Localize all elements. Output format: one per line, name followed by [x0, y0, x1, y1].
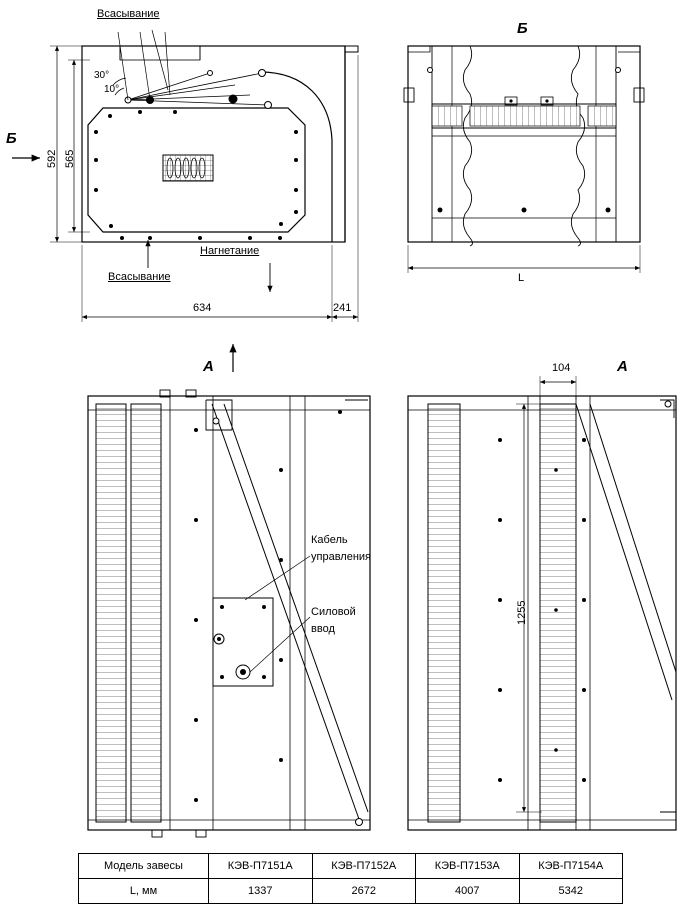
view-marker-b-top: Б	[517, 20, 528, 37]
dim-width-241: 241	[333, 302, 352, 314]
label-control-cable-line2: управления	[311, 551, 371, 563]
label-power-input-line2: ввод	[311, 623, 335, 635]
table-row	[79, 879, 623, 904]
table-cell: 5342	[519, 879, 623, 904]
dim-width-634: 634	[193, 302, 212, 314]
dim-height-565: 565	[64, 149, 76, 168]
table-cell: КЭВ-П7152А	[312, 854, 416, 879]
view-marker-a-left: А	[203, 358, 214, 375]
view-marker-b-left: Б	[6, 130, 17, 147]
dim-height-1255: 1255	[516, 600, 528, 625]
model-spec-table	[78, 853, 623, 904]
table-cell: КЭВ-П7154А	[519, 854, 623, 879]
label-power-input-line1: Силовой	[311, 606, 356, 618]
table-cell: 4007	[416, 879, 520, 904]
label-control-cable-line1: Кабель	[311, 534, 348, 546]
label-angle-10: 10°	[104, 84, 120, 95]
table-row	[79, 854, 623, 879]
view-marker-a-right: А	[617, 358, 628, 375]
label-discharge: Нагнетание	[200, 245, 260, 257]
table-cell: 2672	[312, 879, 416, 904]
table-cell: 1337	[209, 879, 313, 904]
table-cell: КЭВ-П7153А	[416, 854, 520, 879]
label-angle-30: 30°	[94, 70, 110, 81]
table-cell: КЭВ-П7151А	[209, 854, 313, 879]
table-row-header: Модель завесы	[79, 854, 209, 879]
label-suction-top: Всасывание	[97, 8, 160, 20]
label-suction-bottom: Всасывание	[108, 271, 171, 283]
dim-width-104: 104	[552, 362, 571, 374]
dim-length-L: L	[518, 272, 525, 284]
table-row-header: L, мм	[79, 879, 209, 904]
dim-height-592: 592	[46, 149, 58, 168]
